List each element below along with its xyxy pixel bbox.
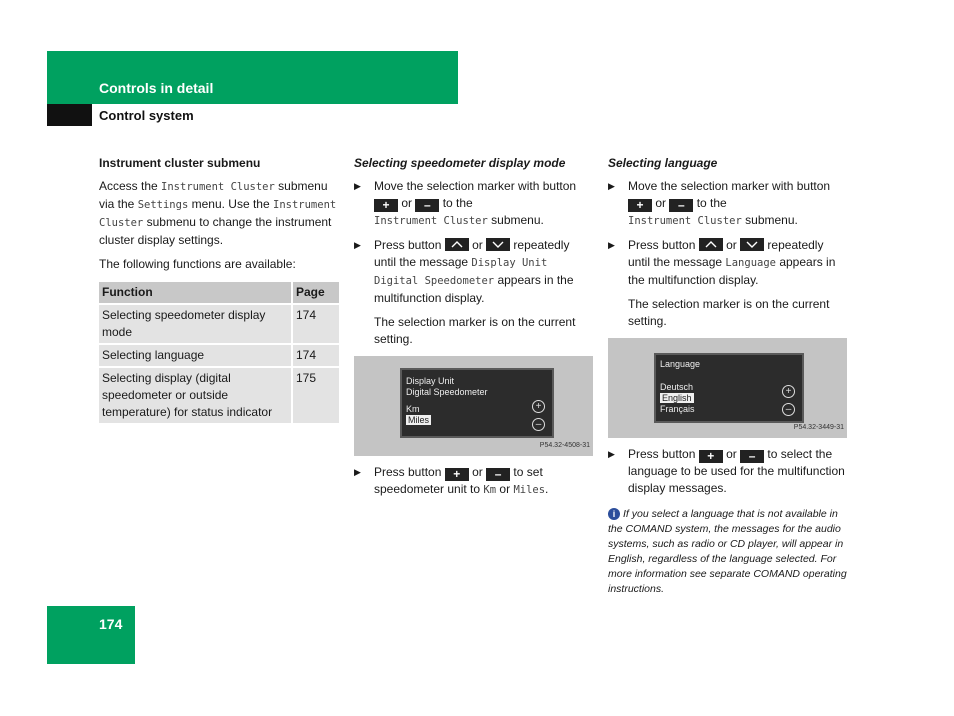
text: Access the	[99, 179, 162, 193]
table-cell-function: Selecting speedometer display mode	[99, 305, 291, 343]
section-title: Control system	[99, 108, 194, 123]
table-cell-page: 174	[291, 305, 339, 343]
column-header-page: Page	[291, 282, 339, 303]
menu-name: Instrument Cluster	[161, 181, 275, 193]
message-name: Display Unit Digital Speedometer	[374, 257, 548, 287]
text: Press button	[374, 238, 442, 252]
plus-button-icon: +	[374, 199, 398, 212]
arrow-bullet-icon: ▶	[608, 181, 615, 191]
table-cell-page: 174	[291, 345, 339, 366]
text: repeatedly until the message	[374, 238, 570, 269]
arrow-bullet-icon: ▶	[608, 449, 615, 459]
list-item	[608, 446, 848, 497]
text: or	[726, 238, 737, 252]
text: or	[401, 196, 413, 210]
image-code: P54.32-4508-31	[539, 442, 590, 449]
column-language	[608, 155, 848, 597]
page-number: 174	[99, 616, 123, 632]
text: or	[655, 196, 667, 210]
lcd-title: Display Unit	[406, 376, 455, 386]
table-cell-function: Selecting language	[99, 345, 291, 366]
list-item	[354, 178, 594, 230]
selection-note: The selection marker is on the current setting.	[628, 297, 830, 328]
table-row	[99, 345, 339, 366]
list-item	[608, 178, 848, 230]
minus-knob-icon: –	[782, 403, 795, 416]
text: to the	[442, 196, 473, 210]
display-unit-screenshot	[354, 356, 593, 456]
text: repeatedly until the message	[628, 238, 824, 269]
minus-button-icon: –	[740, 450, 764, 463]
plus-button-icon: +	[699, 450, 723, 463]
info-icon: i	[608, 508, 620, 520]
header-bar	[47, 51, 458, 104]
text: Press button	[628, 238, 696, 252]
lcd-title: Language	[660, 359, 701, 369]
text: Move the selection marker with button	[374, 179, 577, 193]
arrow-bullet-icon: ▶	[354, 181, 361, 191]
column-instrument-cluster	[99, 155, 339, 425]
text: Press button	[628, 447, 696, 461]
unit-name: Km	[483, 484, 497, 496]
intro-paragraph	[99, 178, 339, 249]
plus-button-icon: +	[628, 199, 652, 212]
chapter-title: Controls in detail	[99, 80, 214, 96]
menu-name: Instrument Cluster	[628, 215, 742, 227]
down-button-icon	[740, 238, 764, 251]
table-header-row	[99, 282, 339, 303]
arrow-bullet-icon: ▶	[354, 467, 361, 477]
page-number-box	[47, 606, 135, 664]
text: appears in the multifunction display.	[628, 255, 836, 287]
section-marker	[47, 104, 92, 126]
lcd-option-selected: English	[662, 393, 692, 403]
table-row	[99, 305, 339, 343]
lcd-option: Deutsch	[660, 382, 694, 392]
text: to set speedometer unit to	[374, 465, 543, 496]
table-row	[99, 368, 339, 423]
info-note	[608, 507, 848, 597]
message-name: Language	[725, 257, 776, 269]
heading-language: Selecting language	[608, 156, 718, 170]
menu-name: Instrument Cluster	[374, 215, 488, 227]
text: to select the language to be used for the multifunction display messages.	[628, 447, 845, 495]
list-item	[354, 237, 594, 307]
lcd-option: Français	[660, 404, 695, 414]
plus-knob-icon: +	[532, 400, 545, 413]
language-screenshot	[608, 338, 847, 438]
text: or	[499, 482, 511, 496]
list-item	[608, 237, 848, 289]
text: or	[472, 465, 483, 479]
text: .	[545, 482, 549, 496]
minus-button-icon: –	[415, 199, 439, 212]
heading-instrument-cluster: Instrument cluster submenu	[99, 156, 261, 170]
up-button-icon	[699, 238, 723, 251]
down-button-icon	[486, 238, 510, 251]
unit-name: Miles	[513, 484, 546, 496]
arrow-bullet-icon: ▶	[354, 240, 361, 250]
minus-button-icon: –	[669, 199, 693, 212]
menu-name: Settings	[137, 199, 189, 211]
column-header-function: Function	[99, 282, 291, 303]
list-item	[354, 464, 594, 499]
selection-note: The selection marker is on the current setting.	[374, 315, 576, 346]
column-speedometer-mode	[354, 155, 594, 506]
text: submenu to change the instrument cluster display settings.	[99, 215, 332, 247]
text: submenu.	[745, 213, 798, 227]
image-code: P54.32-3449-31	[793, 424, 844, 431]
text: submenu.	[491, 213, 544, 227]
lcd-screen	[654, 353, 804, 423]
plus-knob-icon: +	[782, 385, 795, 398]
up-button-icon	[445, 238, 469, 251]
text: or	[726, 447, 737, 461]
minus-button-icon: –	[486, 468, 510, 481]
text: menu. Use the	[188, 197, 273, 211]
text: Press button	[374, 465, 442, 479]
info-text: If you select a language that is not available in the COMAND system, the messages for the audio systems, such as radio or CD player, will appear in English, regardless of the language selected. For more information see separate COMAND operating instructions.	[608, 508, 847, 595]
text: or	[472, 238, 483, 252]
minus-knob-icon: –	[532, 418, 545, 431]
table-cell-function: Selecting display (digital speedometer or outside temperature) for status indicator	[99, 368, 291, 423]
lcd-subtitle: Digital Speedometer	[406, 387, 488, 397]
arrow-bullet-icon: ▶	[608, 240, 615, 250]
functions-intro: The following functions are available:	[99, 257, 296, 271]
text: appears in the multifunction display.	[374, 273, 574, 305]
lcd-screen	[400, 368, 554, 438]
table-cell-page: 175	[291, 368, 339, 423]
plus-button-icon: +	[445, 468, 469, 481]
functions-table	[99, 280, 339, 425]
text: Move the selection marker with button	[628, 179, 831, 193]
menu-name: Instrument Cluster	[99, 199, 337, 229]
lcd-option: Km	[406, 404, 420, 414]
heading-speedometer-mode: Selecting speedometer display mode	[354, 156, 566, 170]
lcd-option-selected: Miles	[408, 415, 430, 425]
text: submenu via the	[99, 179, 328, 211]
text: to the	[696, 196, 727, 210]
